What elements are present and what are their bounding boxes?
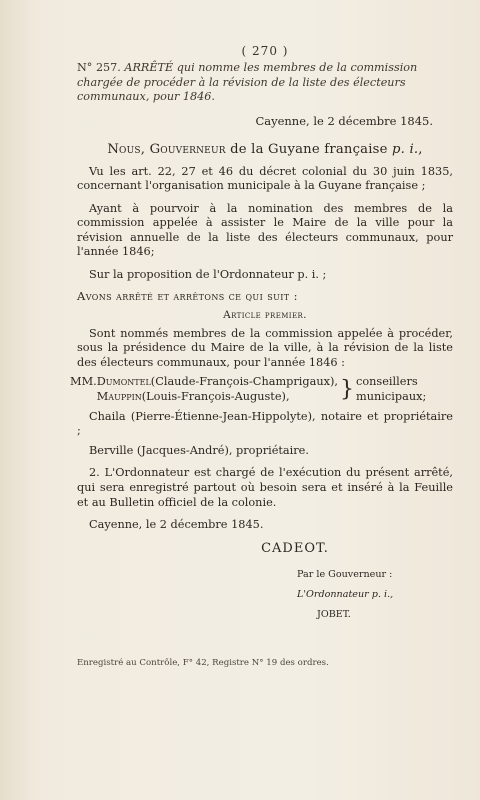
decree-title-text: ARRÊTÉ qui nomme les membres de la commission chargée de procéder à la révision de la liste des électeurs communaux, pour 1846.: [77, 61, 418, 103]
preamble: [77, 142, 453, 157]
preamble-end: ,: [418, 141, 423, 157]
paragraph-sur: Sur la proposition de l'Ordonnateur p. i. ;: [89, 268, 327, 282]
paragraph-vu: Vu les art. 22, 27 et 46 du décret colonial du 30 juin 1835, concernant l'organisation municipale à la Guyane française ;: [77, 164, 453, 193]
decree-title: [77, 61, 453, 105]
role-1: conseillers: [356, 375, 418, 389]
preamble-pi: p. i.: [392, 141, 419, 157]
member-mauppin: Mauppin: [96, 390, 142, 404]
signature: CADEOT.: [261, 540, 329, 556]
brace: }: [340, 376, 355, 402]
member-chaila: Chaila (Pierre-Étienne-Jean-Hippolyte), notaire et propriétaire ;: [77, 409, 453, 438]
registration-footer: Enregistré au Contrôle, F° 42, Registre N° 19 des ordres.: [77, 657, 329, 668]
page-number: ( 270 ): [241, 44, 289, 58]
member-dumontel: Dumontel: [96, 375, 151, 389]
par-le-gouverneur: Par le Gouverneur :: [297, 568, 393, 580]
article-1: Sont nommés membres de la commission appelée à procéder, sous la présidence du Maire de la ville, à la révision de la liste des électeurs communaux, pour l'année 1846 :: [77, 326, 453, 369]
member-dumontel-given: (Claude-François-Champrigaux),: [150, 375, 339, 389]
paragraph-ayant: Ayant à pourvoir à la nomination des membres de la commission appelée à assister le Maire de la ville pour la révision annuelle de la liste des électeurs communaux, pour l'année 1846;: [77, 201, 453, 259]
dateline: Cayenne, le 2 décembre 1845.: [255, 113, 433, 128]
preamble-rest: de la Guyane française: [225, 141, 393, 157]
jobet-signature: JOBET.: [317, 608, 351, 620]
article-2: 2. L'Ordonnateur est chargé de l'exécution du présent arrêté, qui sera enregistré partout où besoin sera et inséré à la Feuille et au Bulletin officiel de la colonie.: [77, 466, 453, 509]
mm-label: MM.: [70, 375, 97, 389]
members-table: [70, 375, 426, 404]
ordonnateur-line: L'Ordonnateur p. i.,: [297, 588, 394, 600]
role-2: municipaux;: [356, 390, 427, 404]
avons-line: Avons arrêté et arrêtons ce qui suit :: [77, 288, 298, 303]
member-berville: Berville (Jacques-André), propriétaire.: [89, 443, 309, 457]
member-mauppin-given: (Louis-François-Auguste),: [141, 390, 290, 404]
article-heading: Article premier.: [223, 308, 307, 321]
decree-number: N° 257.: [77, 61, 121, 74]
closing-date: Cayenne, le 2 décembre 1845.: [89, 518, 264, 532]
preamble-nous: Nous, Gouverneur: [107, 141, 226, 157]
